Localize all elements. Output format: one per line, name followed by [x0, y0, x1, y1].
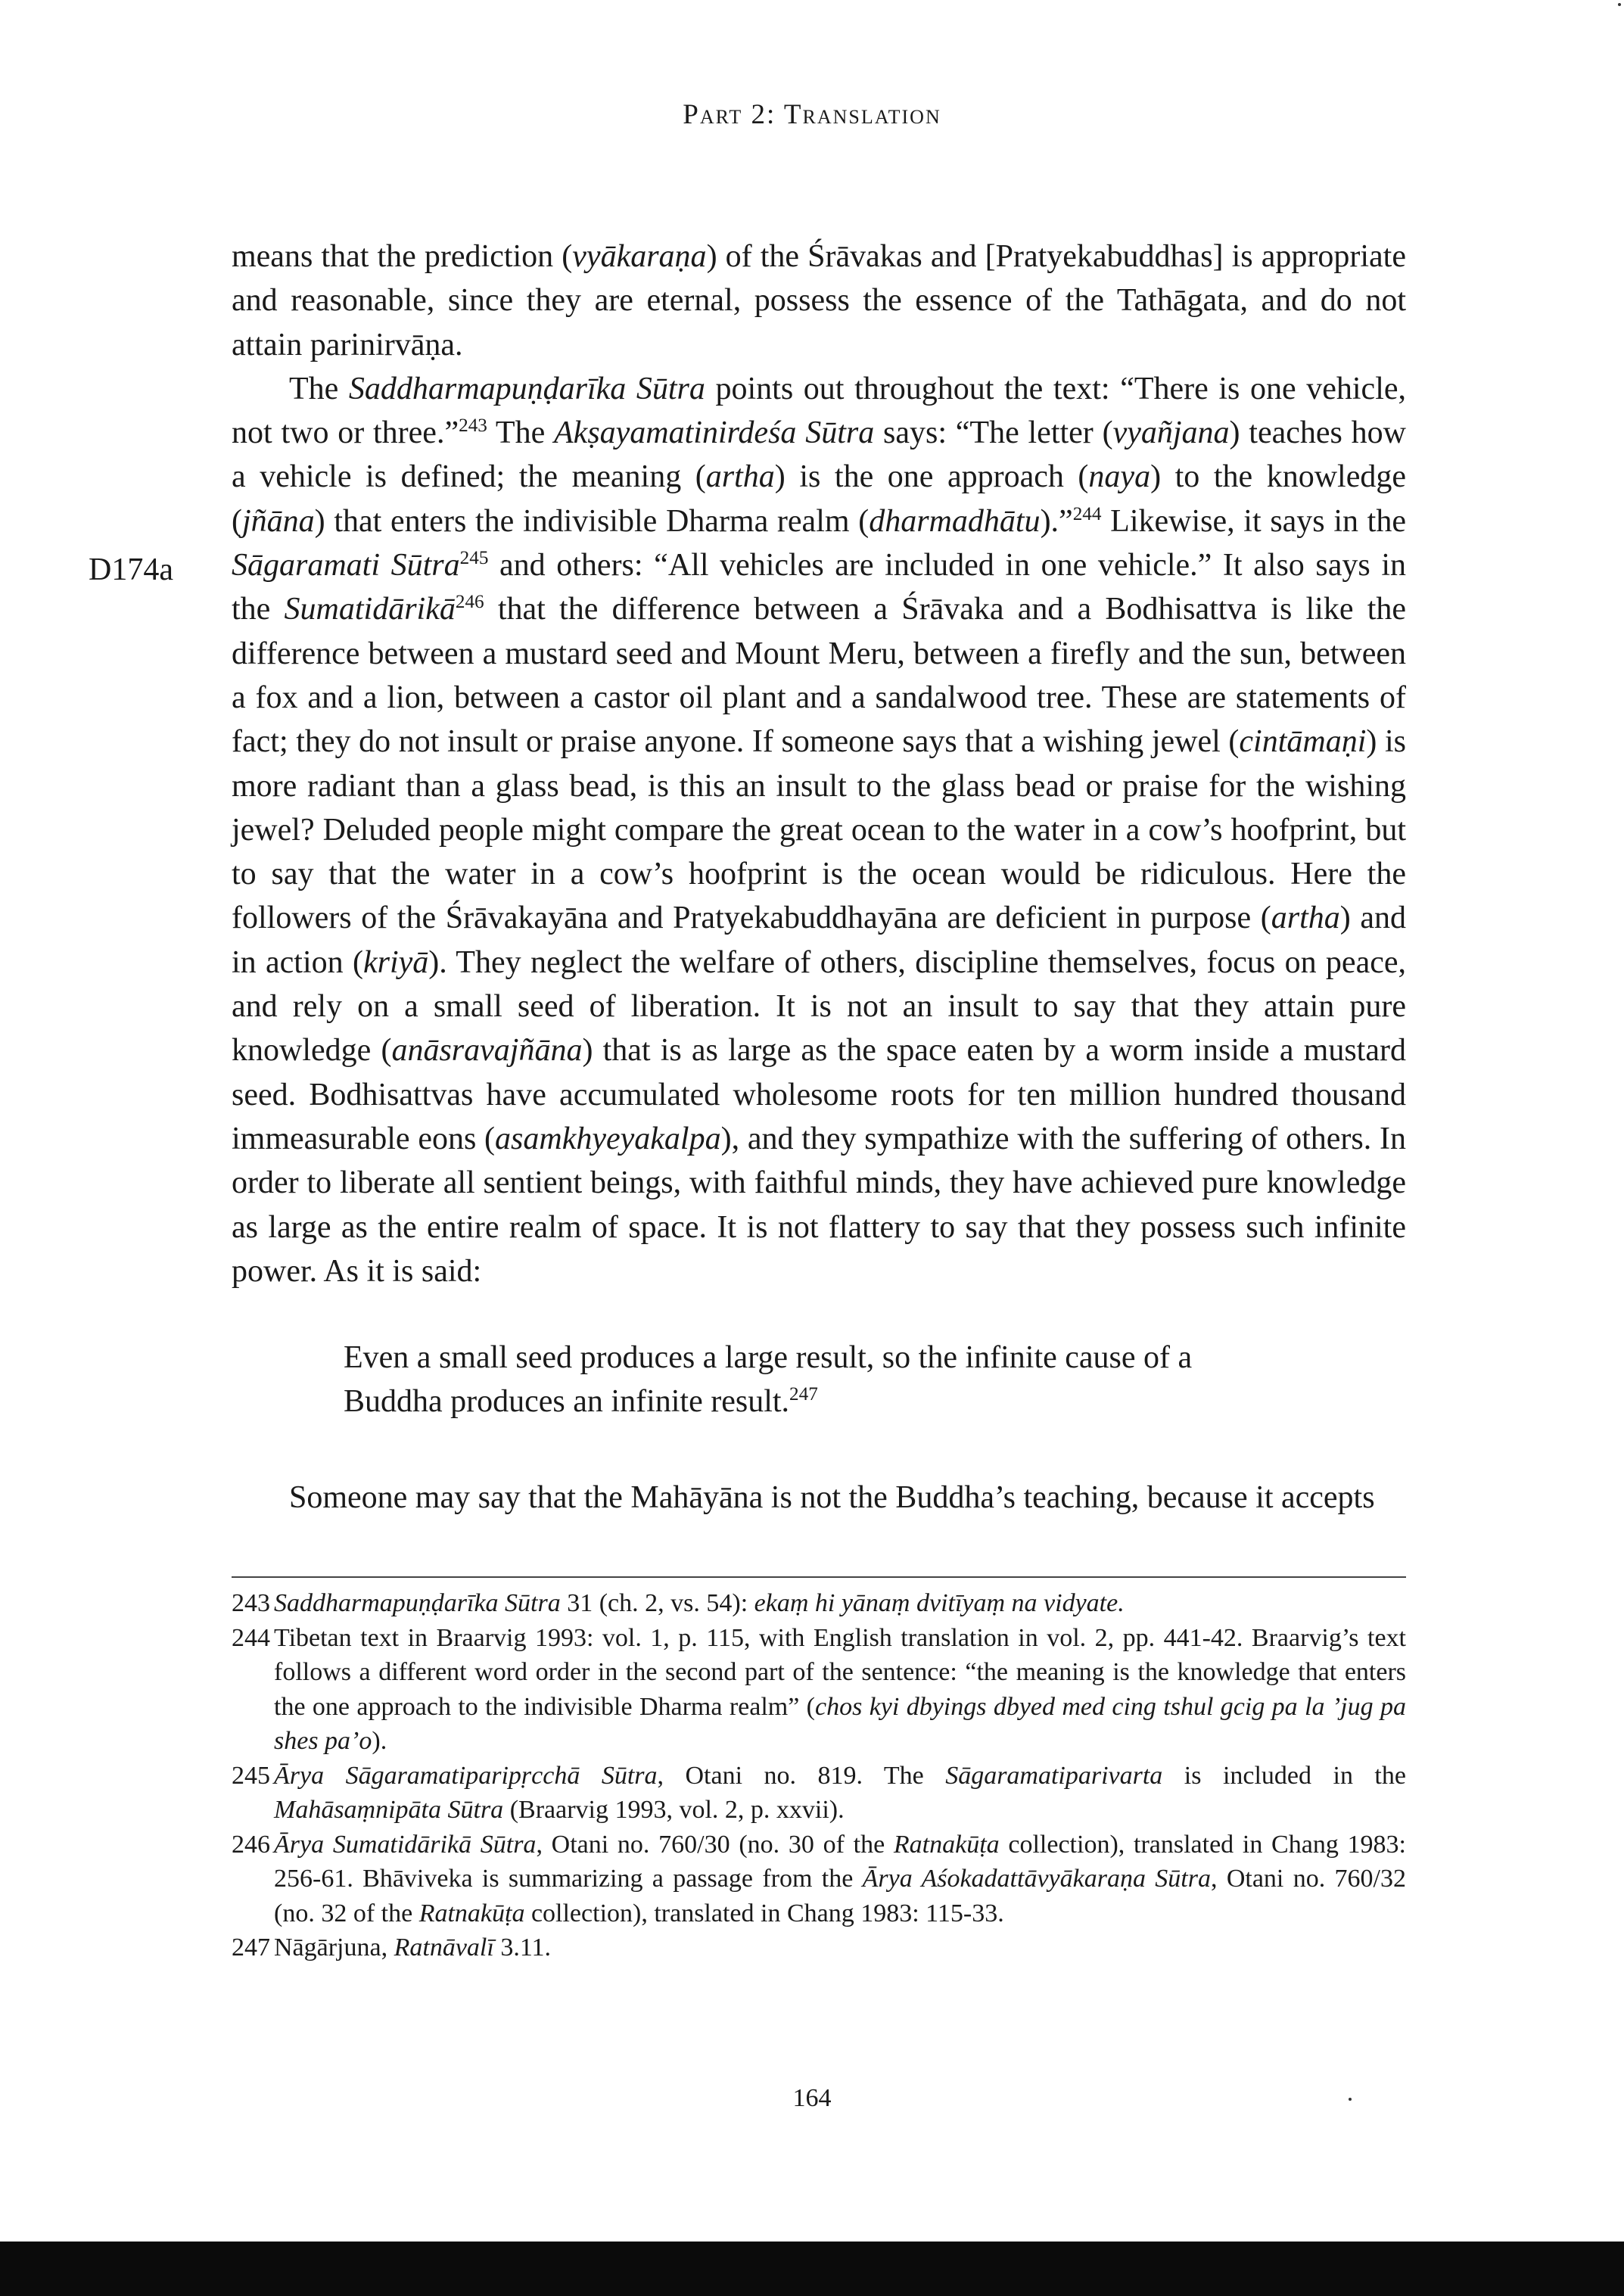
text-run: Buddha produces an infinite result.	[344, 1384, 790, 1419]
footnote-244	[232, 1621, 1406, 1759]
folio-reference: D174a	[89, 552, 173, 587]
footnote-245	[232, 1759, 1406, 1828]
footnote-text	[274, 1586, 1406, 1621]
footnote-number: 243	[232, 1589, 270, 1617]
text-run: ). They neglect the welfare of others, discipline themselves, focus on peace, and rely on a small seed of liberation. It is not an insult to say that they attain pure knowledge (	[232, 944, 1406, 1069]
term: anāsravajñāna	[391, 1033, 583, 1069]
text-run: 31 (ch. 2, vs. 54):	[560, 1589, 754, 1617]
footnote-247	[232, 1930, 1406, 1965]
main-text	[232, 235, 1406, 1293]
text-run: ) and in action (	[232, 901, 1406, 980]
title: Ārya Sāgaramatiparipṛcchā Sūtra	[274, 1761, 658, 1790]
block-quote	[344, 1336, 1290, 1423]
footnotes	[232, 1586, 1406, 1965]
term: naya	[1088, 459, 1151, 495]
footnote-number: 246	[232, 1830, 270, 1859]
title: Saddharmapuṇḍarīka Sūtra	[274, 1589, 561, 1617]
footnote-ref: 245	[459, 548, 489, 569]
footnote-number: 247	[232, 1934, 270, 1962]
text-run: that the difference between a Śrāvaka and a Bodhisattva is like the difference between a mustard seed and Mount Meru, between a firefly and the sun, between a fox and a lion, between a castor oil plant and a sandalwood tree. These are statements of fact; they do not insult or praise anyone. If someone says that a wishing jewel (	[232, 592, 1407, 760]
text-run: ) is more radiant than a glass bead, is this an insult to the glass bead or praise for the wishing jewel? Deluded people might compare the great ocean to the water in a cow’s hoofprint, but to say that the water in a cow’s hoofprint is the ocean would be ridiculous. Here the followers of the Śrāvakayāna and Pratyekabuddhayāna are deficient in purpose (	[232, 724, 1407, 936]
scan-border	[0, 2242, 1624, 2296]
title: Sāgaramati Sūtra	[232, 548, 460, 583]
footnote-number: 245	[232, 1761, 270, 1790]
text-run: 3.11.	[493, 1934, 552, 1962]
footnote-ref: 247	[789, 1384, 818, 1405]
quote-line-2	[344, 1380, 1290, 1423]
footnote-243	[232, 1586, 1406, 1621]
page-number: 164	[792, 2084, 832, 2112]
footnote-text	[274, 1621, 1406, 1759]
text-run: Likewise, it says in the	[1101, 503, 1406, 539]
text-run: , Otani no. 760/32 (no. 32 of the	[274, 1865, 1407, 1927]
running-head: Part 2: Translation	[683, 99, 941, 130]
title: Sāgaramatiparivarta	[945, 1761, 1163, 1790]
title: Ratnāvalī	[394, 1934, 494, 1962]
text-run: ) to the knowledge (	[232, 459, 1406, 539]
footnote-246	[232, 1828, 1406, 1931]
footnote-text	[274, 1759, 1406, 1828]
paragraph-3: Someone may say that the Mahāyāna is not the Buddha’s teaching, because it accepts	[289, 1480, 1375, 1515]
title: Ārya Aśokadattāvyākaraṇa Sūtra	[862, 1865, 1211, 1893]
term: cintāmaṇi	[1239, 724, 1367, 760]
text-run: and others: “All vehicles are included in one vehicle.” It also says in the	[232, 548, 1406, 627]
paragraph-1	[232, 235, 1406, 367]
title: Mahāsaṃnipāta Sūtra	[274, 1796, 504, 1824]
text-run: ) is the one approach (	[774, 459, 1089, 495]
term: artha	[705, 459, 775, 495]
footnote-ref: 246	[455, 592, 484, 613]
footnote-number: 244	[232, 1623, 270, 1652]
footnote-ref: 243	[459, 415, 487, 437]
text-run: ) that is as large as the space eaten by a worm inside a mustard seed. Bodhisattvas have accumulated wholesome roots for ten million hundred thousand immeasurable eons (	[232, 1033, 1406, 1156]
text-run: Nāgārjuna,	[274, 1934, 394, 1962]
term: dharmadhātu	[869, 503, 1041, 539]
paragraph-2	[232, 367, 1406, 1293]
text-run: ), and they sympathize with the suffering of others. In order to liberate all sentient beings, with faithful minds, they have achieved pure knowledge as large as the entire realm of space. It is not flattery to say that they possess such infinite power. As it is said:	[232, 1121, 1406, 1289]
text-run: points out throughout the text: “There is one vehicle, not two or three.”	[232, 371, 1407, 451]
quote: ekaṃ hi yānaṃ dvitīyaṃ na vidyate.	[754, 1589, 1125, 1617]
text-run: ).	[372, 1727, 387, 1755]
scan-speck	[1349, 2098, 1352, 2101]
term: jñāna	[242, 503, 315, 539]
term: vyākaraṇa	[572, 239, 707, 274]
footnote-ref: 244	[1072, 503, 1102, 524]
title: Sumatidārikā	[284, 592, 456, 627]
text-run: The	[289, 371, 349, 406]
text-run: (Braarvig 1993, vol. 2, p. xxvii).	[503, 1796, 845, 1824]
scan-speck	[1618, 3, 1621, 6]
text-run: collection), translated in Chang 1983: 115-33.	[524, 1899, 1004, 1927]
text-run: , Otani no. 819. The	[657, 1761, 946, 1790]
term: asamkhyeyakalpa	[495, 1121, 721, 1156]
term: artha	[1271, 901, 1340, 936]
footnote-text	[274, 1930, 1406, 1965]
text-run: says: “The letter (	[874, 415, 1113, 451]
text-run: means that the prediction (	[232, 239, 573, 274]
footnote-text	[274, 1828, 1406, 1931]
title: Ratnakūṭa	[893, 1830, 1000, 1859]
text-run: ).”	[1040, 503, 1073, 539]
text-run: The	[487, 415, 555, 451]
quote: chos kyi dbyings dbyed med cing tshul gcig pa la ’jug pa shes pa’o	[274, 1692, 1406, 1755]
title: Saddharmapuṇḍarīka Sūtra	[348, 371, 705, 406]
footnote-divider	[232, 1576, 1406, 1578]
title: Akṣayamatinirdeśa Sūtra	[554, 415, 875, 451]
term: kriyā	[362, 944, 429, 980]
term: vyañjana	[1112, 415, 1230, 451]
text-run: Tibetan text in Braarvig 1993: vol. 1, p. 115, with English translation in vol. 2, pp. 441-42. Braarvig’s text follows a different word order in the second part of the sentence: “the meaning is the knowledge that enters the one approach to the indivisible Dharma realm” (	[274, 1623, 1406, 1721]
text-run: ) that enters the indivisible Dharma realm (	[314, 503, 870, 539]
title: Ratnakūṭa	[418, 1899, 525, 1927]
text-run: ) of the Śrāvakas and [Pratyekabuddhas] is appropriate and reasonable, since they are eternal, possess the essence of the Tathāgata, and do not attain parinirvāṇa.	[232, 239, 1406, 362]
text-run: collection), translated in Chang 1983: 256-61. Bhāviveka is summarizing a passage from the	[274, 1830, 1406, 1893]
text-run: ) teaches how a vehicle is defined; the meaning (	[232, 415, 1407, 495]
text-run: , Otani no. 760/30 (no. 30 of the	[536, 1830, 894, 1859]
quote-line-1: Even a small seed produces a large result, so the infinite cause of a	[344, 1340, 1193, 1375]
text-run: is included in the	[1162, 1761, 1406, 1790]
title: Ārya Sumatidārikā Sūtra	[274, 1830, 537, 1859]
